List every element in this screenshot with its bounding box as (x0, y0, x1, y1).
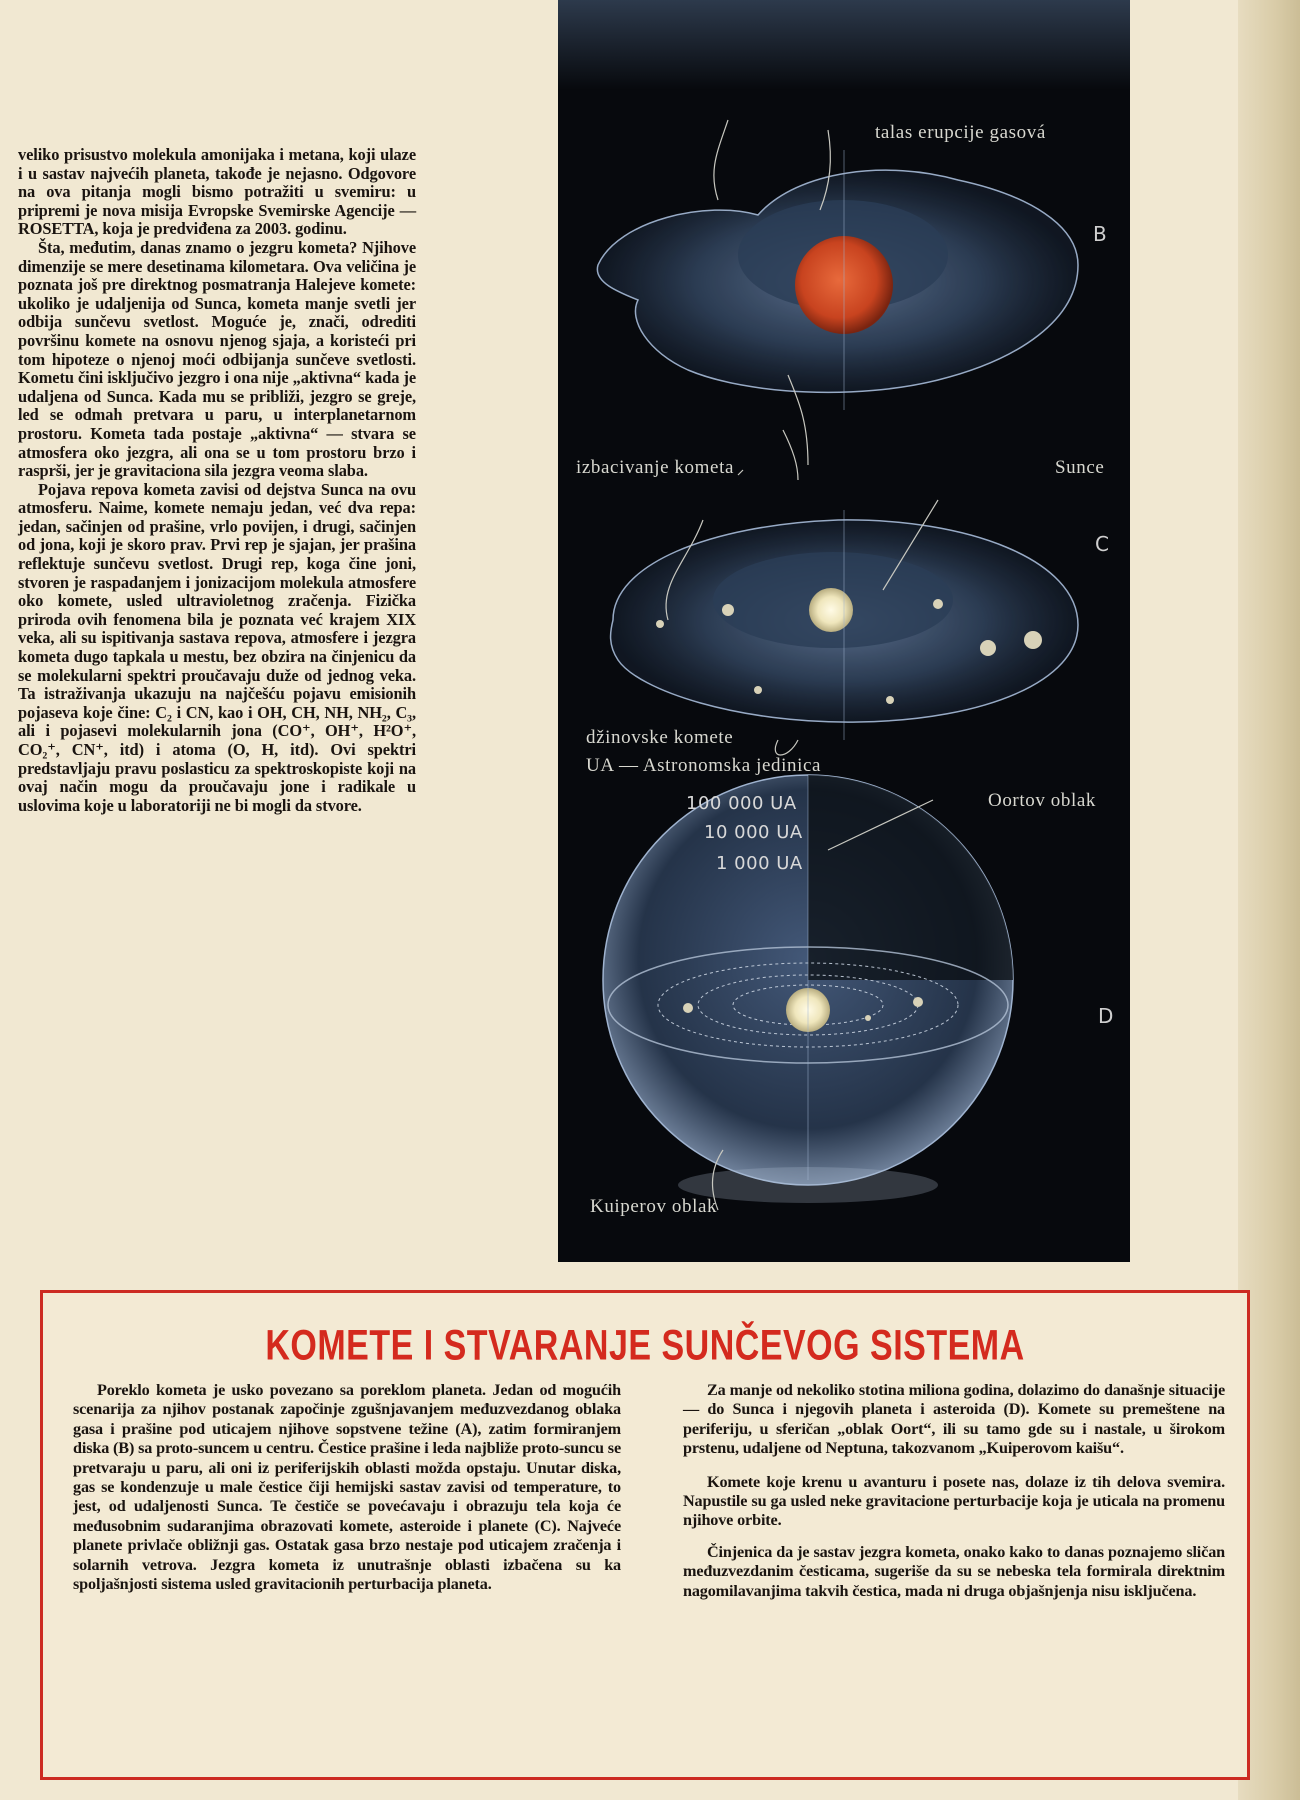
box-column-left (73, 1381, 621, 1608)
article-paragraph: Šta, međutim, danas znamo o jezgru kometa? Njihove dimenzije se mere desetinama kilometara. Ova veličina je poznata još pre direktnog posmatranja Halejeve komete: ukoliko je udaljenija od Sunca, kometa manje svetli jer odbija sunčevu svetlost. Moguće je, znači, odrediti površinu komete na osnovu njenog sjaja, a koristeći pri tom hipoteze o njenoj moći odbijanja sunčeve svetlosti. Kometu čini isključivo jezgro i ona nije „aktivna“ kada je udaljena od Sunca. Kada mu se približi, jezgro se greje, led se odmah pretvara u paru, u interplanetarnom prostoru. Kometa tada postaje „aktivna“ — stvara se atmosfera oko jezgra, ali ona se u tom prostoru brzo i rasprši, jer je gravitaciona sila jezgra veoma slaba. (18, 237, 416, 481)
disk-b (597, 150, 1078, 410)
box-paragraph: Poreklo kometa je usko povezano sa poreklom planeta. Jedan od mogućih scenarija za njihov postanak započinje zgušnjavanjem međuzvezdanog oblaka gasa i prašine pod uticajem njihove sopstvene težine (A), zatim formiranjem diska (B) sa proto-suncem u centru. Čestice prašine i leda najbliže proto-suncu se pretvaraju u paru, ali oni iz periferijskih oblasti možda opstaju. Unutar diska, gas se kondenzuje u male čestice čiji hemijski sastav zavisi od temperature, to jest, od udaljenosti Sunca. Te čestiče se povećavaju i obrazuju tela koja će međusobnim sudaranjima obrazovati komete, asteroide i planete (C). Najveće planete privlače obližnji gas. Ostatak gasa brzo nestaje pod uticajem zračenja i solarnih vetrova. Jezgra kometa iz unutrašnje oblasti izbačena su ka spoljašnjosti sistema usled gravitacionih perturbacija planeta. (73, 1381, 621, 1594)
top-haze (558, 0, 1130, 90)
article-text-column (18, 146, 416, 815)
box-paragraph: Komete koje krenu u avanturu i posete nas, dolaze iz tih delova svemira. Napustile su ga usled neke gravitacione perturbacije koja je uticala na promenu njihove orbite. (683, 1472, 1225, 1530)
scale-100000-au: 100 000 UA (686, 793, 797, 814)
sun-c (809, 588, 853, 632)
scale-10000-au: 10 000 UA (704, 822, 803, 843)
letter-c: C (1095, 532, 1109, 556)
box-paragraph: Za manje od nekoliko stotina miliona godina, dolazimo do današnje situacije — do Sunca i njegovih planeta i asteroida (D). Komete su premeštene na periferiju, u sferičan „oblak Oort“, ili su tamo gde su i nastale, u širokom prstenu, udaljene od Neptuna, takozvanom „Kuiperovom kaišu“. (683, 1381, 1225, 1458)
scale-1000-au: 1 000 UA (716, 853, 803, 874)
label-oort-cloud: Oortov oblak (988, 790, 1096, 811)
letter-d: D (1098, 1004, 1114, 1028)
disk-c (611, 510, 1078, 740)
box-title: KOMETE I STVARANJE SUNČEVOG SISTEMA (265, 1322, 1025, 1370)
label-sun: Sunce (1055, 457, 1105, 478)
label-gas-wave: talas erupcije gasová (875, 122, 1046, 143)
article-paragraph: Pojava repova kometa zavisi od dejstva Sunca na ovu atmosferu. Naime, komete nemaju jedan, već dva repa: jedan, sačinjen od prašine, vrlo povijen, i drugi, sačinjen od jona, koji je skoro prav. Prvi rep je sjajan, jer prašina reflektuje sunčevu svetlost. Drugi rep, koga čine joni, stvoren je raspadanjem i jonizacijom molekula atmosfere oko komete, usled ultravioletnog zračenja. Fizička priroda ovih fenomena bila je poznata već krajem XIX veka, ali su ispitivanja sastava repova, atmosfere i jezgra kometa dugo tapkala u mestu, bez obzira na činjenicu da se molekularni spektri proučavaju duže od jednog veka. Ta istraživanja ukazuju na najčešću pojavu emisionih pojaseva koje čine: C₂ i CN, kao i OH, CH, NH, NH₂, C₃, ali i pojasevi molekularnih jona (CO⁺, OH⁺, H²O⁺, CO₂⁺, CN⁺, itd) i atoma (O, H, itd). Ovi spektri predstavljaju pravu poslasticu za spektroskopiste koji na ovaj način mogu da proučavaju jone i radikale u uslovima koje u laboratoriji ne bi mogli da stvore. (18, 479, 416, 815)
sphere-d (603, 775, 1013, 1203)
label-kuiper-cloud: Kuiperov oblak (590, 1196, 718, 1217)
label-comet-ejection: izbacivanje kometa (576, 457, 734, 478)
article-paragraph: veliko prisustvo molekula amonijaka i metana, koji ulaze i u sastav najvećih planeta, takođe je nejasno. Odgovore na ova pitanja mogli bismo potražiti u svemiru: u pripremi je nova misija Evropske Svemirske Agencije — ROSETTA, koja je predviđena za 2003. godinu. (18, 145, 416, 239)
illustration-drawing (558, 0, 1130, 1262)
solar-system-formation-illustration (558, 0, 1130, 1262)
box-column-right (683, 1381, 1225, 1613)
box-paragraph: Činjenica da je sastav jezgra kometa, onako kako to danas poznajemo sličan međuzvezdanim česticama, sugeriše da su se nebeska tela formirala direktnim nagomilavanjima takvih čestica, mada ni druga objašnjenja nisu isključena. (683, 1542, 1225, 1600)
sidebar-box (40, 1290, 1250, 1780)
label-giant-comets: džinovske komete (586, 727, 734, 748)
letter-b: B (1093, 222, 1107, 246)
label-au-legend: UA — Astronomska jedinica (586, 755, 822, 776)
